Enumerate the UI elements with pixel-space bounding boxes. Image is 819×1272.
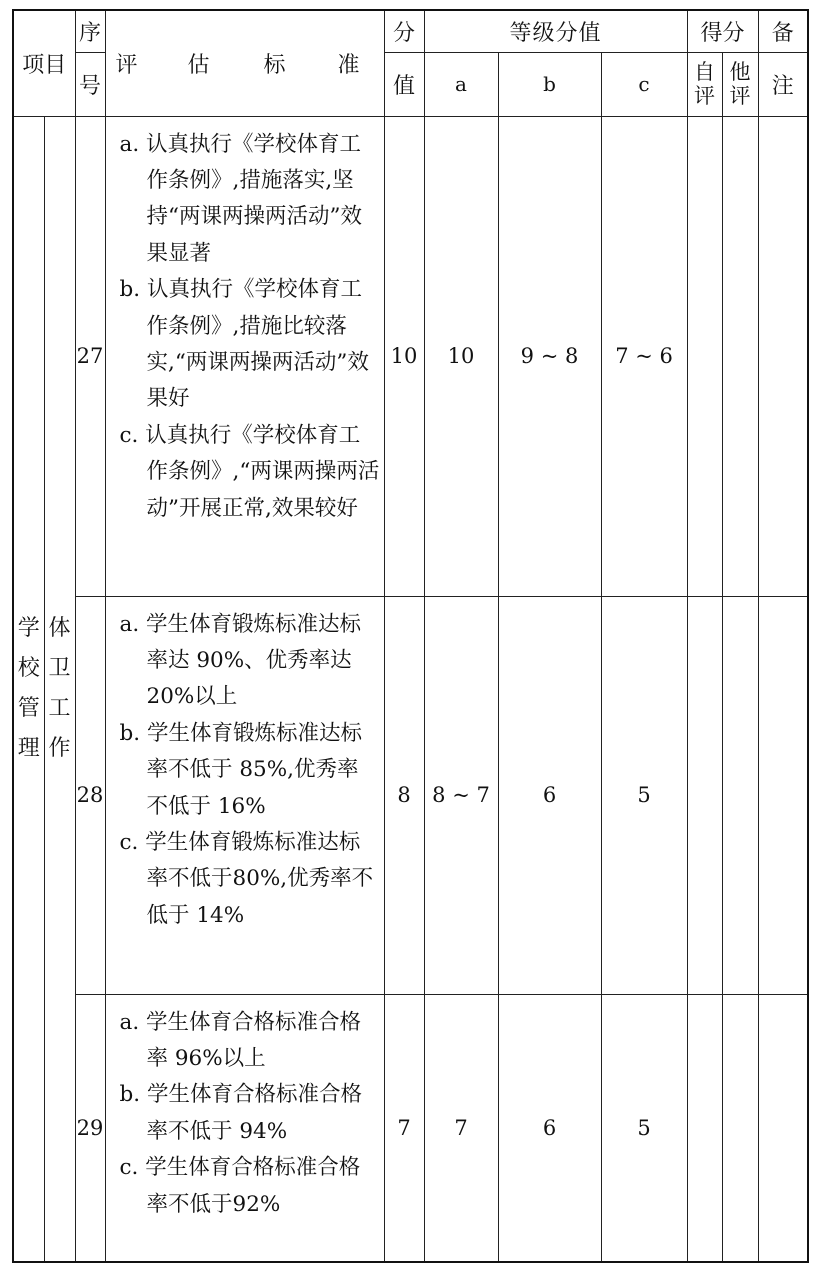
row-remarks [758, 994, 808, 1262]
row-grade-b: 9 ~ 8 [498, 116, 601, 596]
criterion-b: b. 学生体育锻炼标准达标率不低于 85%,优秀率不低于 16% [119, 720, 362, 819]
row-criteria [105, 994, 384, 1262]
header-score-line2: 值 [384, 52, 424, 116]
criterion-c: c. 学生体育合格标准合格率不低于92% [119, 1155, 361, 1217]
header-self-eval: 自评 [687, 52, 722, 116]
criterion-a: a. 认真执行《学校体育工作条例》,措施落实,坚持“两课两操两活动”效果显著 [119, 131, 362, 266]
row-grade-a: 8 ~ 7 [424, 596, 498, 994]
header-grade-c: c [601, 52, 687, 116]
criterion-c: c. 学生体育锻炼标准达标率不低于80%,优秀率不低于 14% [119, 829, 374, 928]
table-row [13, 116, 808, 596]
header-grade-a: a [424, 52, 498, 116]
header-grade-values: 等级分值 [424, 10, 687, 52]
criterion-a: a. 学生体育锻炼标准达标率达 90%、优秀率达 20%以上 [119, 611, 362, 710]
row-criteria [105, 116, 384, 596]
row-grade-c: 5 [601, 596, 687, 994]
row-criteria [105, 596, 384, 994]
row-remarks [758, 596, 808, 994]
standard-char-1: 评 [115, 52, 138, 78]
category-sub: 体 卫 工 作 [44, 116, 75, 1262]
category-main: 学 校 管 理 [13, 116, 44, 1262]
row-remarks [758, 116, 808, 596]
table-row [13, 994, 808, 1262]
row-grade-a: 10 [424, 116, 498, 596]
row-other-eval [722, 994, 758, 1262]
row-score: 8 [384, 596, 424, 994]
criterion-a: a. 学生体育合格标准合格率 96%以上 [119, 1009, 362, 1071]
header-seq-line2: 号 [75, 52, 105, 116]
table-row [13, 596, 808, 994]
row-grade-a: 7 [424, 994, 498, 1262]
header-remarks-line1: 备 [758, 10, 808, 52]
standard-char-3: 标 [263, 52, 286, 78]
row-self-eval [687, 116, 722, 596]
row-grade-c: 7 ~ 6 [601, 116, 687, 596]
header-other-eval: 他评 [722, 52, 758, 116]
row-score: 7 [384, 994, 424, 1262]
row-grade-b: 6 [498, 596, 601, 994]
standard-char-4: 准 [337, 52, 360, 78]
row-seq: 27 [75, 116, 105, 596]
row-other-eval [722, 596, 758, 994]
standard-char-2: 估 [187, 52, 210, 78]
row-score: 10 [384, 116, 424, 596]
row-grade-b: 6 [498, 994, 601, 1262]
criterion-b: b. 学生体育合格标准合格率不低于 94% [119, 1082, 362, 1144]
header-standard [105, 10, 384, 116]
row-grade-c: 5 [601, 994, 687, 1262]
row-self-eval [687, 994, 722, 1262]
criterion-c: c. 认真执行《学校体育工作条例》,“两课两操两活动”开展正常,效果较好 [119, 422, 380, 521]
header-project: 项目 [13, 10, 75, 116]
header-seq-line1: 序 [75, 10, 105, 52]
criterion-b: b. 认真执行《学校体育工作条例》,措施比较落实,“两课两操两活动”效果好 [119, 277, 369, 412]
row-self-eval [687, 596, 722, 994]
header-obtained: 得分 [687, 10, 758, 52]
header-grade-b: b [498, 52, 601, 116]
row-other-eval [722, 116, 758, 596]
header-remarks-line2: 注 [758, 52, 808, 116]
evaluation-table [12, 9, 809, 1263]
row-seq: 29 [75, 994, 105, 1262]
header-score-line1: 分 [384, 10, 424, 52]
row-seq: 28 [75, 596, 105, 994]
